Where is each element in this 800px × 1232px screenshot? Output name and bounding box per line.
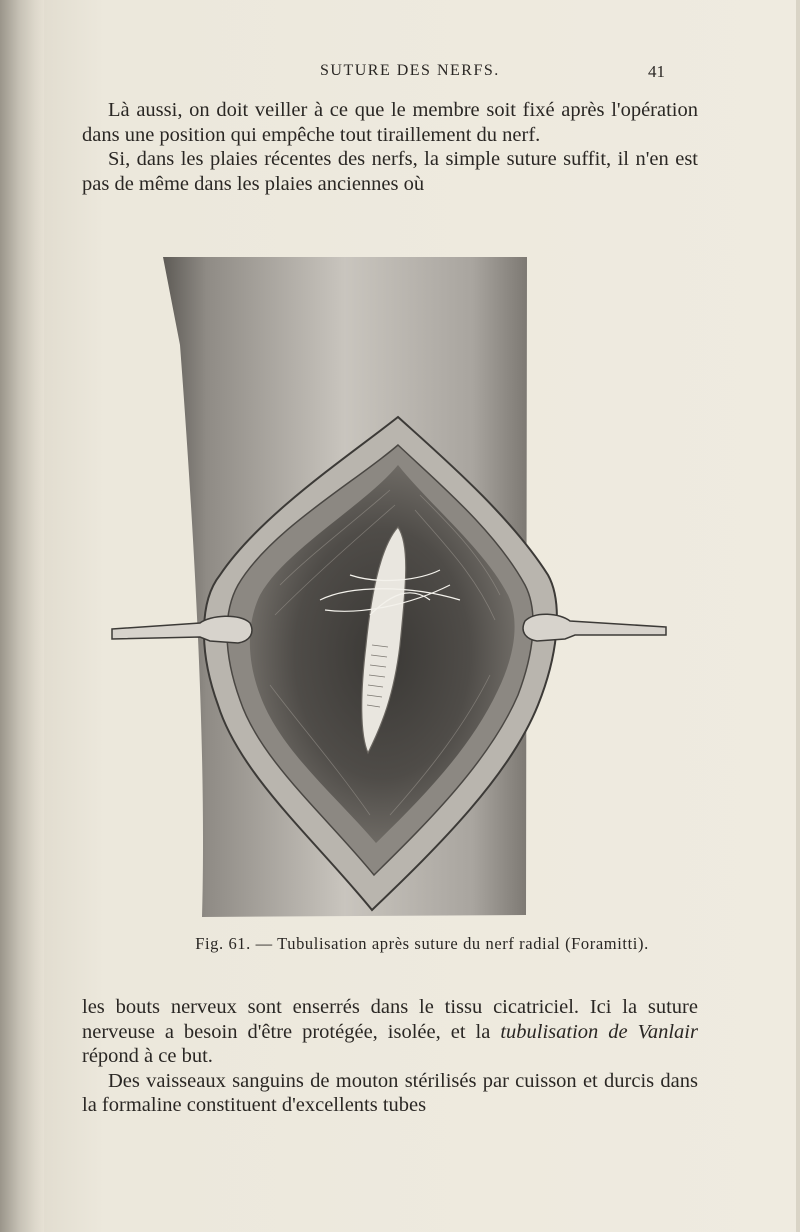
bottom-text-block (82, 995, 698, 1118)
running-title: SUTURE DES NERFS. (320, 62, 500, 79)
page-number: 41 (648, 62, 665, 81)
left-retractor (112, 616, 252, 643)
paragraph-2: Si, dans les plaies récentes des nerfs, la simple suture suffit, il n'en est pas de même dans les plaies anciennes où (82, 148, 698, 195)
figure-caption: Fig. 61. — Tubulisation après suture du nerf radial (Foramitti). (195, 934, 649, 953)
paragraph-3 (82, 995, 698, 1069)
page-header (44, 62, 800, 86)
paragraph-3-end: répond à ce but. (82, 1045, 213, 1067)
paragraph-3-italic: tubulisation de Vanlair (500, 1020, 698, 1043)
illustration-drawing (110, 255, 670, 920)
surgical-illustration (110, 255, 670, 920)
paragraph-3-start: les bouts nerveux sont enserrés dans le tissu cicatriciel. Ici la suture nerveuse a besoin d'être protégée, isolée, et la (82, 996, 698, 1043)
right-retractor (523, 614, 666, 641)
top-text-block (82, 98, 698, 196)
book-spine-shadow (0, 0, 44, 1232)
paragraph-1: Là aussi, on doit veiller à ce que le membre soit fixé après l'opération dans une position qui empêche tout tiraillement du nerf. (82, 99, 698, 146)
paragraph-4: Des vaisseaux sanguins de mouton stérilisés par cuisson et durcis dans la formaline constituent d'excellents tubes (82, 1069, 698, 1116)
page-edge (796, 0, 800, 1232)
